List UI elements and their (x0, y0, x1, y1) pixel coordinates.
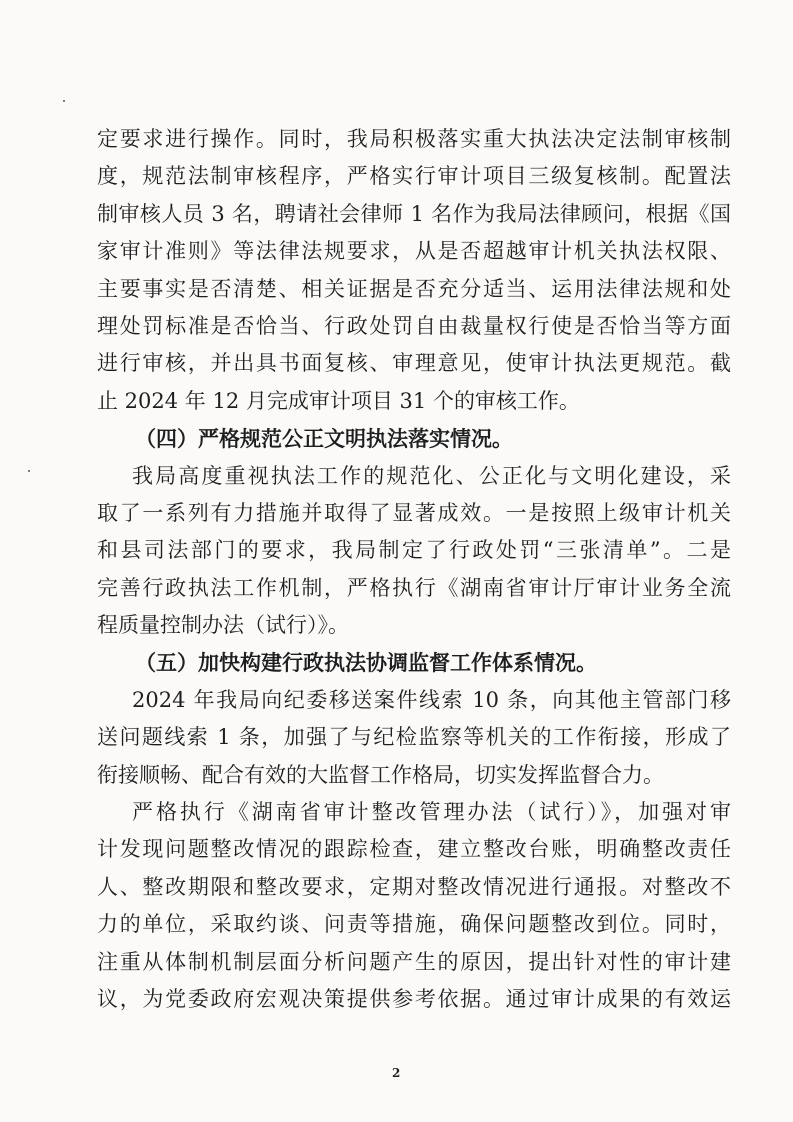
text-line: 止 2024 年 12 月完成审计项目 31 个的审核工作。 (97, 388, 580, 413)
text-line: 2024 年我局向纪委移送案件线索 10 条，向其他主管部门移 (132, 687, 731, 712)
text-line: 主要事实是否清楚、相关证据是否充分适当、运用法律法规和处 (97, 276, 731, 301)
text-line: 衔接顺畅、配合有效的大监督工作格局，切实发挥监督合力。 (97, 762, 664, 787)
text-line: 送问题线索 1 条，加强了与纪检监察等机关的工作衔接，形成了 (97, 725, 731, 750)
page-number: 2 (392, 1066, 401, 1080)
text-line: 和县司法部门的要求，我局制定了行政处罚“三张清单”。二是 (97, 538, 731, 563)
section-heading: （四）严格规范公正文明执法落实情况。 (135, 426, 513, 452)
text-line: 计发现问题整改情况的跟踪检查，建立整改台账，明确整改责任 (97, 837, 731, 862)
text-line: 注重从体制机制层面分析问题产生的原因，提出针对性的审计建 (97, 949, 731, 974)
text-line: 家审计准则》等法律法规要求，从是否超越审计机关执法权限、 (97, 239, 731, 264)
text-line: 人、整改期限和整改要求，定期对整改情况进行通报。对整改不 (97, 874, 731, 899)
scan-speck (63, 100, 65, 102)
text-line: 度，规范法制审核程序，严格实行审计项目三级复核制。配置法 (97, 164, 731, 189)
text-line: 完善行政执法工作机制，严格执行《湖南省审计厅审计业务全流 (97, 575, 731, 600)
text-line: 我局高度重视执法工作的规范化、公正化与文明化建设，采 (132, 463, 731, 488)
text-line: 取了一系列有力措施并取得了显著成效。一是按照上级审计机关 (97, 500, 731, 525)
text-line: 理处罚标准是否恰当、行政处罚自由裁量权行使是否恰当等方面 (97, 313, 731, 338)
text-line: 力的单位，采取约谈、问责等措施，确保问题整改到位。同时， (97, 912, 731, 937)
scan-speck (28, 470, 30, 472)
text-line: 进行审核，并出具书面复核、审理意见，使审计执法更规范。截 (97, 351, 731, 376)
text-line: 议，为党委政府宏观决策提供参考依据。通过审计成果的有效运 (97, 986, 731, 1011)
document-body (97, 121, 731, 1018)
text-line: 制审核人员 3 名，聘请社会律师 1 名作为我局法律顾问，根据《国 (97, 201, 731, 226)
text-line: 定要求进行操作。同时，我局积极落实重大执法决定法制审核制 (97, 127, 731, 151)
text-line: 程质量控制办法（试行）》。 (97, 613, 349, 638)
text-line: 严格执行《湖南省审计整改管理办法（试行）》，加强对审 (132, 800, 731, 825)
section-heading: （五）加快构建行政执法协调监督工作体系情况。 (135, 650, 597, 676)
